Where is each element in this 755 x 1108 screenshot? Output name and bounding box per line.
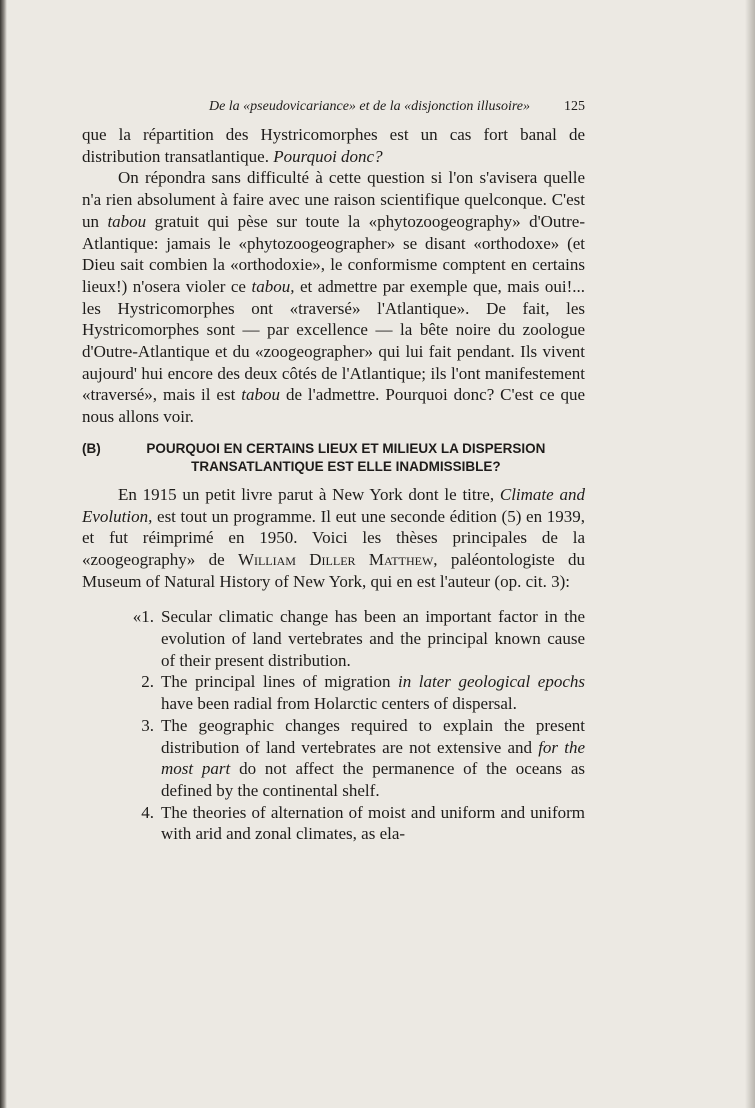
author-name: William Diller Matthew,	[237, 549, 438, 569]
emphasis-text: tabou	[241, 385, 280, 405]
body-text	[82, 124, 585, 845]
list-number: «1.	[132, 607, 154, 627]
section-heading	[82, 440, 585, 476]
paragraph-tabou: On répondra sans difficulté à cette question si l'on s'avisera quelle n'a rien absolument à faire avec une raison scientifique quelconque. C'est un tabou gratuit qui pèse sur toute la «phytozoogeography» d'Outre-Atlantique: jamais le «phytozoogeographer» se disant «orthodoxe» (et Dieu sait combien la «orthodoxie», le conformisme comptent en certains lieux!) n'osera violer ce tabou, et admettre par exemple que, mais oui!... les Hystricomorphes ont «traversé» l'Atlantique». De fait, les Hystricomorphes sont — par excellence — la bête noire du zoologue d'Outre-Atlantique et du «zoogeographer» qui lui fait pendant. Ils vivent aujourd' hui encore des deux côtés de l'Atlantique; ils l'ont manifestement «traversé», mais il est tabou de l'admettre. Pourquoi donc? C'est ce que nous allons voir.	[82, 168, 586, 427]
paragraph-continuation: que la répartition des Hystricomorphes est un cas fort banal de distribution transatlantique. Pourquoi donc?	[82, 125, 585, 166]
list-item: 4. The theories of alternation of moist and uniform and uniform with arid and zonal climates, as ela-	[82, 802, 585, 845]
running-title: De la «pseudovicariance» et de la «disjonction illusoire»	[208, 99, 530, 114]
emphasis-text: tabou,	[251, 276, 295, 296]
emphasis-text: tabou	[107, 211, 147, 231]
list-item: 2. The principal lines of migration in later geological epochs have been radial from Holarctic centers of dispersal.	[82, 671, 585, 714]
theses-list	[82, 606, 585, 845]
emphasis-text: in later geological epochs	[398, 672, 585, 692]
list-number: 3.	[141, 715, 154, 735]
page-right-edge	[745, 0, 755, 1108]
book-title: Climate and Evolution,	[82, 484, 585, 526]
paragraph-matthew: En 1915 un petit livre parut à New York dont le titre, Climate and Evolution, est tout un programme. Il eut une seconde édition (5) en 1939, et fut réimprimé en 1950. Voici les thèses principales de la «zoogeography» de William Diller Matthew, paléontologiste du Museum of Natural History of New York, qui en est l'auteur (op. cit. 3):	[82, 484, 585, 591]
page-header	[82, 99, 585, 121]
emphasis-text: Pourquoi donc?	[273, 146, 383, 166]
section-title: POURQUOI EN CERTAINS LIEUX ET MILIEUX LA DISPERSION TRANSATLANTIQUE EST ELLE INADMISSIBLE?	[146, 440, 546, 474]
page-binding-edge	[0, 0, 7, 1108]
list-number: 2.	[141, 672, 154, 692]
emphasis-text: for the most part	[161, 737, 586, 779]
list-number: 4.	[141, 802, 154, 822]
page-number: 125	[564, 99, 585, 114]
section-marker: (B)	[82, 440, 101, 456]
list-item: 3. The geographic changes required to explain the present distribution of land vertebrates are not extensive and for the most part do not affect the permanence of the oceans as defined by the continental shelf.	[82, 715, 585, 802]
list-item: «1. Secular climatic change has been an important factor in the evolution of land vertebrates and the principal known cause of their present distribution.	[82, 606, 585, 671]
